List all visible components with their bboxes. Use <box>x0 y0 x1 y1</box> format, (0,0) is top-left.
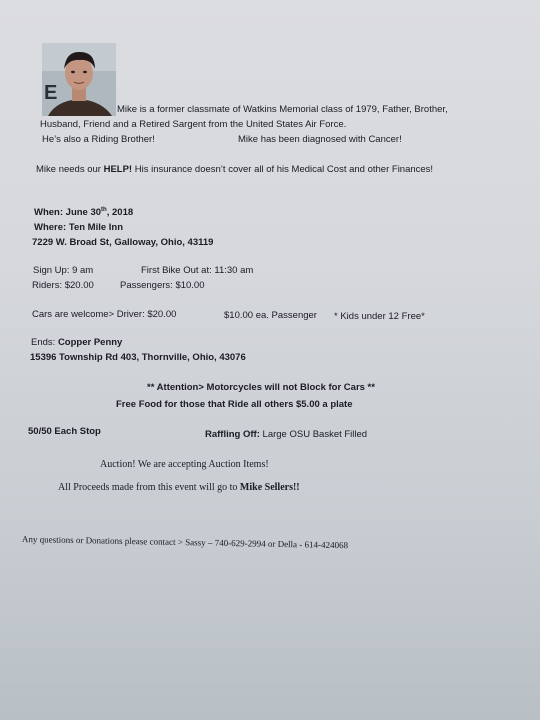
end-label: Ends: <box>31 337 58 348</box>
diagnosis-text: Mike has been diagnosed with Cancer! <box>238 134 402 145</box>
rider-price: Riders: $20.00 <box>32 280 94 291</box>
svg-text:E: E <box>44 82 58 104</box>
free-food-notice: Free Food for those that Ride all others $5.00 a plate <box>116 399 353 410</box>
intro-line-2: Husband, Friend and a Retired Sargent from the United States Air Force. <box>40 119 347 130</box>
intro-line-1: Mike is a former classmate of Watkins Memorial class of 1979, Father, Brother, <box>117 104 448 115</box>
auction-text: Auction! We are accepting Auction Items! <box>100 459 269 470</box>
portrait-photo <box>42 43 116 116</box>
signup-time: Sign Up: 9 am <box>33 265 94 276</box>
start-address: 7229 W. Broad St, Galloway, Ohio, 43119 <box>32 237 214 248</box>
date-suffix: th <box>101 206 107 213</box>
car-passenger-price: $10.00 ea. Passenger <box>224 310 317 321</box>
proceeds-text <box>58 482 300 494</box>
location-name: Ten Mile Inn <box>68 222 124 233</box>
fifty-fifty-text: 50/50 Each Stop <box>28 426 101 437</box>
riding-brother-text: He’s also a Riding Brother! <box>42 134 155 145</box>
passenger-price: Passengers: $10.00 <box>120 280 205 291</box>
car-driver-price: Cars are welcome> Driver: $20.00 <box>32 309 177 320</box>
help-prefix: Mike needs our <box>36 164 104 175</box>
help-statement <box>36 164 433 176</box>
raffle-item: Large OSU Basket Filled <box>259 429 368 440</box>
event-date <box>34 207 133 219</box>
end-address: 15396 Township Rd 403, Thornville, Ohio, 43076 <box>30 352 246 363</box>
end-location <box>31 337 122 349</box>
help-suffix: His insurance doesn’t cover all of his Medical Cost and other Finances! <box>132 164 434 175</box>
end-name: Copper Penny <box>57 337 123 348</box>
raffle-text <box>205 429 367 441</box>
event-location <box>34 222 123 234</box>
proceeds-name: Mike Sellers!! <box>239 482 300 493</box>
proceeds-prefix: All Proceeds made from this event will go to <box>58 482 240 493</box>
contact-info: Any questions or Donations please contact > Sassy – 740-629-2994 or Della - 614-424068 <box>21 533 349 551</box>
kids-free-text: * Kids under 12 Free* <box>334 311 425 322</box>
raffle-label: Raffling Off: <box>205 429 260 440</box>
date-year: , 2018 <box>106 207 134 218</box>
date-label: When: June 30 <box>34 207 102 218</box>
first-bike-time: First Bike Out at: 11:30 am <box>141 265 254 276</box>
help-emphasis: HELP! <box>103 164 133 175</box>
attention-notice: ** Attention> Motorcycles will not Block for Cars ** <box>147 382 375 393</box>
location-label: Where: <box>34 222 69 233</box>
